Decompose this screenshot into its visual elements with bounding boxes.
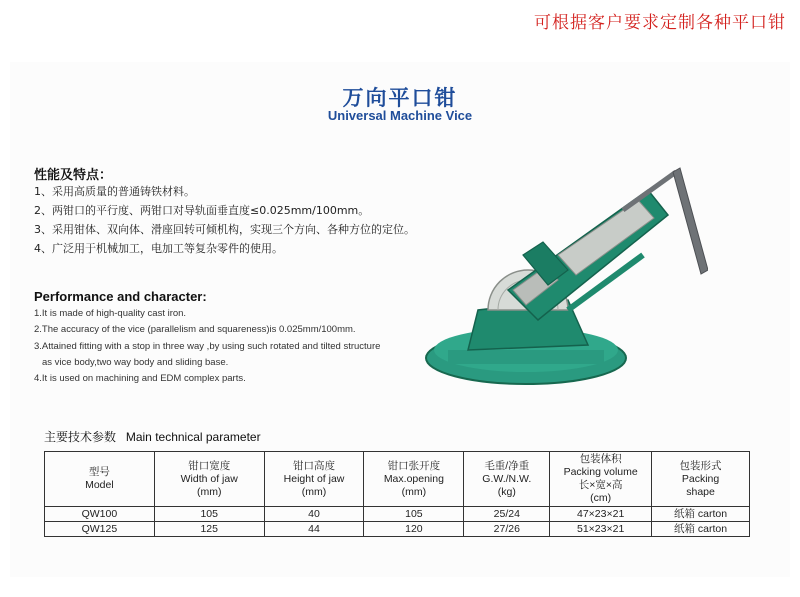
table-header-row	[45, 452, 750, 507]
features-list-cn	[34, 182, 415, 258]
feature-item-en: 1.It is made of high-quality cast iron.	[34, 308, 187, 319]
params-heading-cn: 主要技术参数	[44, 430, 117, 444]
table-cell: 47×23×21	[550, 507, 652, 522]
features-heading-cn: 性能及特点：	[34, 168, 113, 183]
col-header-packing-shape: 包装形式 Packing shape	[652, 452, 750, 507]
col-header-jaw-height: 钳口高度 Height of jaw (mm)	[264, 452, 364, 507]
feature-item-cn: 3、采用钳体、双向体、滑座回转可倾机构，实现三个方向、各种方位的定位。	[34, 223, 415, 236]
params-heading	[44, 428, 261, 445]
col-header-max-opening: 钳口张开度 Max.opening (mm)	[364, 452, 464, 507]
machine-vice-image	[418, 160, 708, 390]
spec-table	[44, 451, 750, 537]
col-header-model: 型号 Model	[45, 452, 155, 507]
page-title: 万向平口钳	[342, 86, 458, 110]
features-heading-en: Performance and character:	[34, 289, 207, 304]
table-cell: 纸箱 carton	[652, 522, 750, 537]
col-header-weight: 毛重/净重 G.W./N.W. (kg)	[464, 452, 550, 507]
table-cell: 27/26	[464, 522, 550, 537]
table-cell: QW125	[45, 522, 155, 537]
table-cell: 40	[264, 507, 364, 522]
feature-item-cn: 2、两钳口的平行度、两钳口对导轨面垂直度≤0.025mm/100mm。	[34, 204, 370, 217]
feature-item-en: 3.Attained fitting with a stop in three way ,by using such rotated and tilted structure	[34, 340, 381, 352]
table-row	[45, 507, 750, 522]
feature-item-cn: 4、广泛用于机械加工，电加工等复杂零件的使用。	[34, 242, 283, 255]
page-subtitle: Universal Machine Vice	[327, 108, 473, 123]
vice-handle	[673, 168, 708, 274]
features-list-en	[34, 306, 380, 387]
feature-item-en: 4.It is used on machining and EDM complex parts.	[34, 373, 246, 385]
table-cell: QW100	[45, 507, 155, 522]
feature-item-cn: 1、采用高质量的普通铸铁材料。	[34, 185, 195, 198]
table-cell: 纸箱 carton	[652, 507, 750, 522]
feature-item-en: 2.The accuracy of the vice (parallelism and squareness)is 0.025mm/100mm.	[34, 324, 356, 336]
table-cell: 125	[154, 522, 264, 537]
table-row	[45, 522, 750, 537]
table-cell: 105	[154, 507, 264, 522]
table-cell: 105	[364, 507, 464, 522]
params-heading-en: Main technical parameter	[125, 430, 261, 444]
feature-item-en: as vice body,two way body and sliding base.	[42, 356, 229, 368]
table-cell: 51×23×21	[550, 522, 652, 537]
custom-order-tagline: 可根据客户要求定制各种平口钳	[534, 13, 786, 33]
table-cell: 25/24	[464, 507, 550, 522]
table-cell: 120	[364, 522, 464, 537]
table-cell: 44	[264, 522, 364, 537]
col-header-jaw-width: 钳口宽度 Width of jaw (mm)	[154, 452, 264, 507]
col-header-packing-volume: 包装体积 Packing volume 长×宽×高 (cm)	[550, 452, 652, 507]
